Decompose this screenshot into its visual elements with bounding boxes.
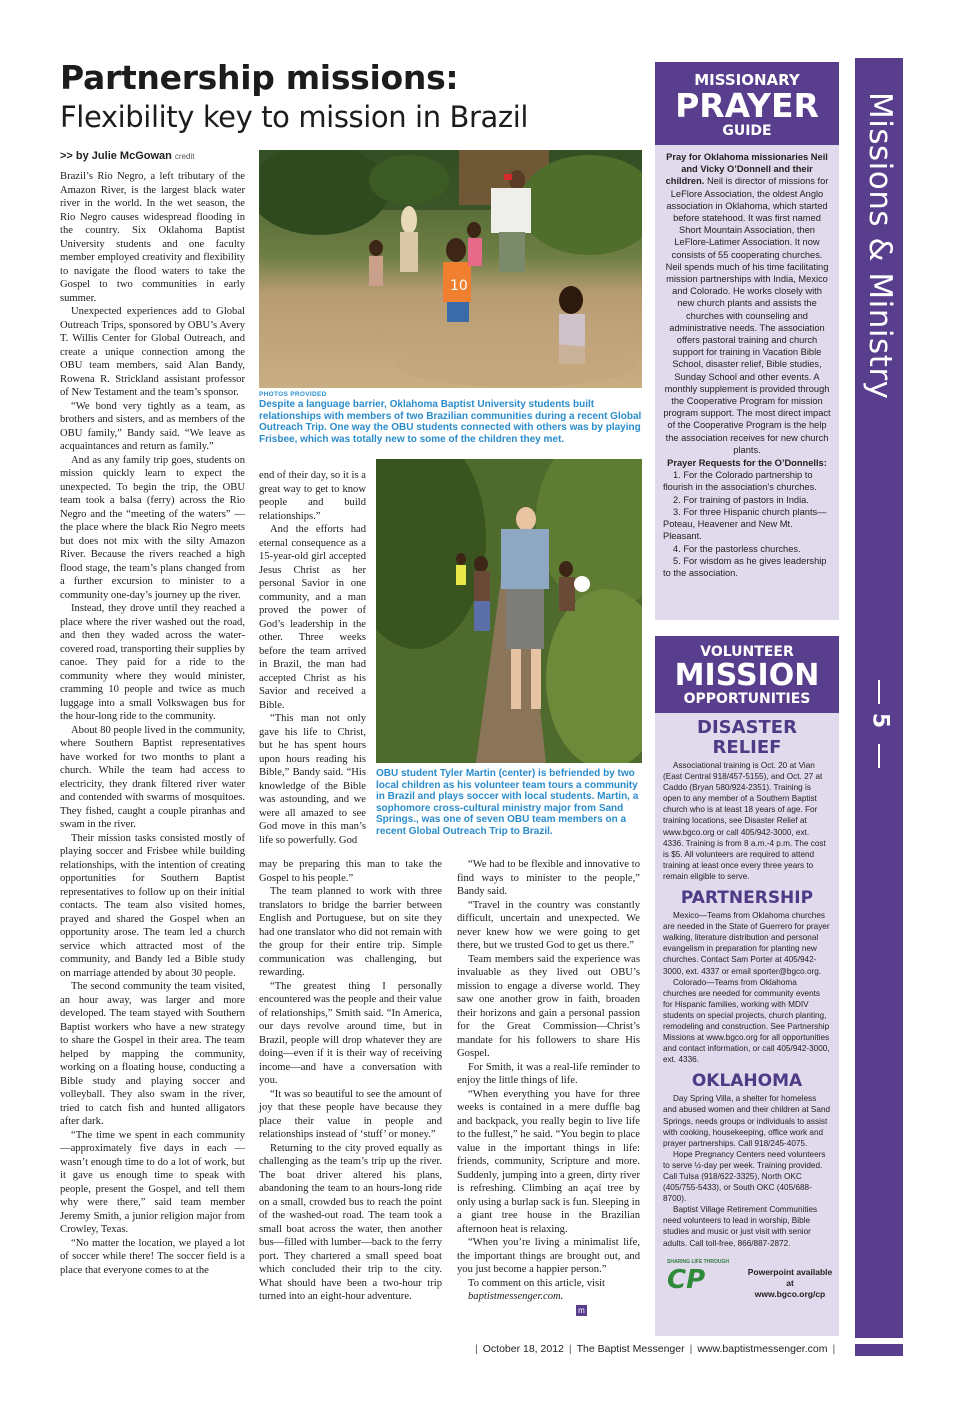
paragraph: Brazil’s Rio Negro, a left tributary of the Amazon River, is the largest black water river in the world. In the wet season, the Rio Negro causes widespread flooding in the country. Six Oklahoma Baptist University students and one faculty member employed creativity and flexibility to navigate the flood waters to take the Gospel to two communities in early summer. — [60, 171, 245, 304]
paragraph: And the efforts had eternal consequence as a 15-year-old girl accepted Jesus Christ as her personal Savior in one community, and a man proved the power of God’s leadership in the other. Three weeks before the team arrived in Brazil, the man had accepted Christ as his Savior and received a Bible. — [259, 524, 366, 711]
paragraph: Instead, they drove until they reached a place where the river washed out the road, and then they waded across the water-covered road, transporting their supplies by canoe. They paid for a ride to the community where they would minister, cramming 10 people and twice as much luggage into a small Volkswagen bus for the hour-long ride to the community. — [60, 603, 245, 722]
prayer-intro: Neil is director of missions for LeFlore Association, the oldest Anglo association in Oklahoma, which started before statehood. It was first named Short Mountain Association, then LeFlore-Latimer Association. It now consists of 55 cooperating churches. Neil spends much of his time facilitating mission partnerships with India, Mexico and Colorado. He works closely with new church plants and assists the churches with counseling and administrative needs. The association offers pastoral training and church support for training in Vacation Bible School, disaster relief, Bible studies, Sunday School and other events. A monthly supplement is provided through the Cooperative Program for mission program support. The most direct impact of the Cooperative Program is the help the association receives for new church plants. — [663, 176, 831, 455]
prayer-guide-header — [655, 62, 839, 145]
prayer-request: 3. For three Hispanic church plants—Poteau, Heavener and New Mt. Pleasant. — [663, 506, 827, 542]
photo-frisbee-illustration — [259, 150, 642, 388]
article-column-1 — [60, 170, 245, 1277]
prayer-request: 4. For the pastorless churches. — [673, 543, 801, 554]
paragraph: “No matter the location, we played a lot of soccer while there! The soccer field is a place that everyone comes to at the — [60, 1237, 245, 1276]
prayer-intro-bold: Pray for Oklahoma missionaries Neil and Vicky O’Donnell and their children. — [665, 152, 828, 187]
paragraph: Their mission tasks consisted mostly of playing soccer and Frisbee while building relationships, with the intention of creating opportunities for Southern Baptist representatives to follow up on their initial contacts. The team also visited homes, prayed and shared the Gospel when an opportunity arose. The team led a church service which attracted most of the community, and Bandy led a Bible study on marriage attended by about 30 people. — [60, 832, 245, 979]
paragraph: “We bond very tightly as a team, as brothers and sisters, and as members of the OBU family,” Bandy said. “We leave as acquaintances and return as family.” — [60, 400, 245, 452]
paragraph: may be preparing this man to take the Gospel to his people.” — [259, 859, 442, 884]
comment-link[interactable]: baptistmessenger.com. — [468, 1291, 564, 1302]
paragraph: “We had to be flexible and innovative to find ways to minister to the people,” Bandy said. — [457, 859, 640, 897]
volunteer-hdr2: MISSION — [674, 658, 820, 693]
prayer-guide-hdr1: MISSIONARY — [694, 71, 800, 89]
disaster-relief-title: DISASTER RELIEF — [697, 717, 797, 758]
photo-credit: PHOTOS PROVIDED — [259, 391, 327, 398]
oklahoma-paragraph: Baptist Village Retirement Communities need volunteers to lead in worship, Bible studies and music or just visit with senior adults. Call toll-free, 866/887-2872. — [663, 1205, 818, 1248]
paragraph: For Smith, it was a real-life reminder to enjoy the little things of life. — [457, 1061, 640, 1086]
page-rule-top — [878, 680, 880, 704]
paragraph: “It was so beautiful to see the amount of joy that these people have because they place their value in people and relationships instead of ‘stuff’ or money.” — [259, 1088, 442, 1140]
cp-logo-letters: CP — [667, 1264, 706, 1295]
prayer-request: 2. For training of pastors in India. — [673, 494, 809, 505]
byline-author: >> by Julie McGowan — [60, 150, 172, 162]
article-column-2-bottom — [259, 858, 442, 1304]
paragraph: “This man not only gave his life to Christ, but he has spent hours upon hours reading his Bible,” Bandy said. “His knowledge of the Bible was astounding, and we were all amazed to see God move in this man’s life so powerfully. God — [259, 713, 366, 846]
paragraph: “When you’re living a minimalist life, the important things are brought out, and you just become a happier person.” — [457, 1237, 640, 1275]
section-title: Missions & Ministry — [862, 92, 898, 400]
caption-photo-1: Despite a language barrier, Oklahoma Baptist University students built relationships with members of two Brazilian communities during a recent Global Outreach Trip. One way the OBU students connected with others was by playing Frisbee, which was totally new to some of the children they met. — [259, 399, 642, 445]
comment-line: To comment on this article, visit — [468, 1277, 605, 1289]
cp-logo-tagline: SHARING LIFE THROUGH — [667, 1258, 729, 1265]
page-number: 5 — [867, 712, 893, 729]
shirt-number: 10 — [450, 278, 468, 294]
partnership-paragraph: Colorado—Teams from Oklahoma churches are needed for community events for Hispanic families, working with MDIV students on special projects, church planting, remodeling and construction. See Partnership Missions at www.bgco.org for all opportunities and contact information, or call 405/942-3000, ext. 4336. — [663, 977, 830, 1065]
paragraph: Unexpected experiences add to Global Outreach Trips, sponsored by OBU’s Avery T. Willis Center for Global Outreach, and create a unique connection among the OBU team members, said Alan Bandy, Rowena R. Strickland assistant professor of New Testament and the team’s sponsor. — [60, 306, 245, 398]
photo-frisbee-children — [259, 150, 642, 388]
disaster-relief-text — [663, 760, 831, 882]
powerpoint-line: Powerpoint available at — [747, 1266, 833, 1288]
byline-credit: credit — [174, 152, 195, 161]
page-rule-bottom — [878, 744, 880, 768]
photo-walk-illustration — [376, 459, 642, 763]
footer-bar — [855, 1344, 903, 1356]
footer-separator: | — [832, 1343, 836, 1355]
volunteer-box — [655, 636, 839, 1336]
footer — [470, 1343, 840, 1355]
paragraph: And as any family trip goes, students on mission quickly learn to expect the unexpected. To begin the trip, the OBU team took a balsa (ferry) across the Rio Negro and the “meeting of the waters” —the place where the black Rio Negro meets but does not mix with the silty Amazon River. Because the rivers reached a high flood stage, the team’s plans changed from a further excursion to minister to a community one-day’s journey up the river. — [60, 454, 245, 601]
disaster-relief-paragraph: Associational training is Oct. 20 at Vian (East Central 918/457-5155), and Oct. 27 at Caddo (Bryan 580/924-2351). Training is open to any member of a Southern Baptist church who is at least 18 years of age. For training locations, see Disaster Relief at www.bgco.org or call 405/942-3000, ext. 4336. Training is from 8 a.m.-4 p.m. The cost is $5. All volunteers are required to attend training at least once every three years to remain eligible to serve. — [663, 761, 826, 881]
prayer-guide-hdr2: PRAYER — [675, 86, 819, 125]
paragraph: “When everything you have for three weeks is contained in a mere duffle bag and backpack, you really begin to live life to the fullest,” he said. “You begin to place value in the important things in life: friends, community, Scripture and more. Suddenly, jumping into a green, dirty river is refreshing. Climbing an açaí tree by only using a burlap sack is fun. Sleeping in a giant tree house in the Brazilian afternoon heat is relaxing. — [457, 1088, 640, 1235]
powerpoint-note — [745, 1267, 835, 1300]
cp-logo-row — [663, 1257, 831, 1307]
cp-logo — [667, 1259, 739, 1299]
partnership-title: PARTNERSHIP — [680, 888, 814, 909]
volunteer-hdr1: VOLUNTEER — [700, 644, 794, 660]
paragraph: “The time we spent in each community—approximately five days in each —wasn’t enough time to do a lot of work, but it gave us enough time to speak with people, present the Gospel, and tell them why were there,” said team member Jeremy Smith, a junior religion major from Crowley, Texas. — [60, 1129, 245, 1235]
paragraph: Returning to the city proved equally as challenging as the team’s trip up the river. The boat driver altered his plans, abandoning the team to an hours-long ride on a small, crowded bus to reach the point of the washed-out road. The team took a small boat across the water, then another bus—filled with lumber—back to the ferry port. They chartered a small speed boat which concluded their trip to the city. What should have been a two-hour trip turned into an eight-hour adventure. — [259, 1142, 442, 1302]
prayer-request: 1. For the Colorado partnership to flourish in the association’s churches. — [663, 470, 817, 493]
oklahoma-paragraph: Day Spring Villa, a shelter for homeless and abused women and their children at Sand Springs, needs groups or individuals to assist with cooking, housekeeping, office work and prayer partnerships. Call 918/245-4075. — [663, 1094, 831, 1148]
oklahoma-paragraph: Hope Pregnancy Centers need volunteers to serve ½-day per week. Training provided. Call Tulsa (918/622-3325), North OKC (405/755-5433), or South OKC (405/688-8700). — [663, 1149, 826, 1204]
footer-date: October 18, 2012 — [482, 1343, 564, 1355]
volunteer-hdr3: OPPORTUNITIES — [683, 691, 811, 707]
footer-separator: | — [568, 1343, 572, 1355]
prayer-guide-body — [655, 145, 839, 579]
volunteer-header — [655, 636, 839, 713]
footer-separator: | — [689, 1343, 693, 1355]
powerpoint-link[interactable]: www.bgco.org/cp — [754, 1288, 826, 1299]
prayer-guide-hdr3: GUIDE — [722, 123, 772, 139]
photo-soccer-walk — [376, 459, 642, 763]
partnership-text — [663, 910, 831, 1065]
paragraph: The second community the team visited, an hour away, was larger and more developed. The team stayed with Southern Baptist workers who have a new strategy to share the Gospel in their area. The team helped by mapping the community, working on a floating house, conducting a Bible study and playing soccer and volleyball. They also swam in the river, tried to catch fish and hunted alligators after dark. — [60, 981, 245, 1127]
partnership-paragraph: Mexico—Teams from Oklahoma churches are needed in the State of Guerrero for prayer walking, literature distribution and personal evangelism in preparation for planting new churches. Contact Sam Porter at 405/942-3000, ext. 4337 or email sporter@bgco.org. — [663, 911, 830, 976]
footer-url[interactable]: www.baptistmessenger.com — [697, 1343, 828, 1355]
byline — [60, 150, 194, 162]
article-column-3 — [457, 858, 640, 1304]
paragraph: The team planned to work with three translators to bridge the barrier between English and Portuguese, but on site they had one translator who did not remain with the group for their entire trip. Simple communication was challenging, but rewarding. — [259, 886, 442, 978]
prayer-requests-title: Prayer Requests for the O’Donnells: — [667, 458, 827, 469]
paragraph: About 80 people lived in the community, where Southern Baptist representatives have worked for two months to plant a church. While the team had access to electricity, they drank filtered river water and contended with swarms of mosquitoes. They fished, caught a couple piranhas and swam in the river. — [60, 724, 245, 830]
caption-photo-2: OBU student Tyler Martin (center) is befriended by two local children as his volunteer team tours a community in Brazil and plays soccer with local students. Martin, a sophomore cross-cultural ministry major from Sand Springs., was one of seven OBU team members on a recent Global Outreach Trip to Brazil. — [376, 768, 639, 837]
article-headline: Partnership missions: — [60, 58, 459, 97]
paragraph: “The greatest thing I personally encountered was the people and their value of relationships,” Smith said. “In America, our days revolve around time, but in Brazil, people will drop whatever they are doing—even if it is their way of receiving income—and have a conversation with you. — [259, 980, 442, 1086]
footer-paper: The Baptist Messenger — [576, 1343, 685, 1355]
paragraph: end of their day, so it is a great way to get to know people and build relationships.” — [259, 470, 366, 522]
end-mark-icon: m — [576, 1305, 587, 1316]
prayer-request: 5. For wisdom as he gives leadership to the association. — [663, 555, 827, 578]
article-column-2-top — [259, 469, 366, 847]
prayer-guide-box — [655, 62, 839, 620]
paragraph: “Travel in the country was constantly difficult, uncertain and unexpected. We never knew how we were going to get there, but we trusted God to get us there.” — [457, 899, 640, 951]
oklahoma-title: OKLAHOMA — [691, 1071, 803, 1092]
footer-separator: | — [475, 1343, 478, 1355]
article-subheadline: Flexibility key to mission in Brazil — [60, 100, 529, 134]
oklahoma-text — [663, 1093, 831, 1248]
paragraph: Team members said the experience was invaluable as they lived out OBU’s mission to engage a diverse world. They saw one another grow in faith, broaden their horizons and gain a personal passion for the Great Commission—Christ’s mandate for his followers to share His Gospel. — [457, 953, 640, 1059]
